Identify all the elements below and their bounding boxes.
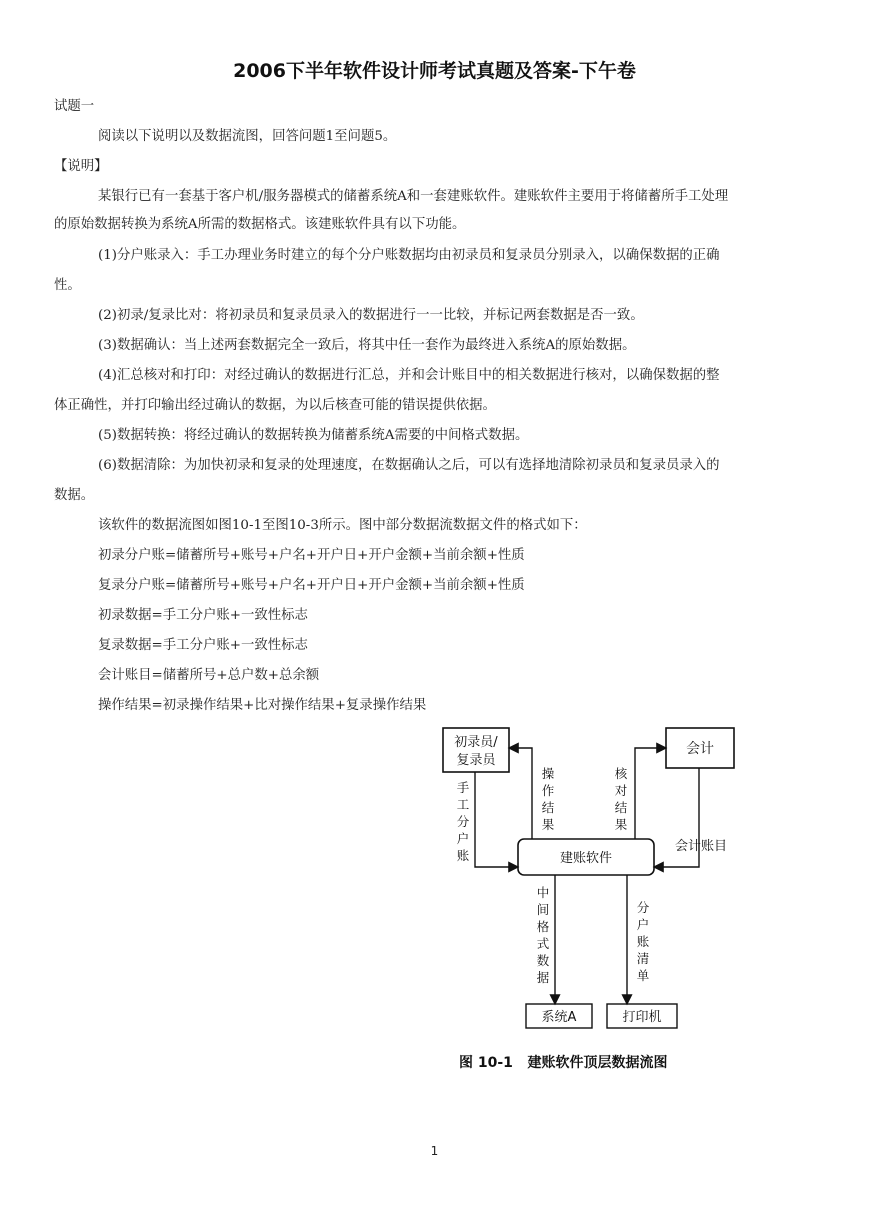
definition-4: 复录数据=手工分户账+一致性标志 <box>98 638 308 653</box>
svg-text:结: 结 <box>614 800 628 815</box>
definition-3: 初录数据=手工分户账+一致性标志 <box>98 608 308 623</box>
svg-text:工: 工 <box>456 797 470 812</box>
entity-system-a-label: 系统A <box>541 1010 577 1025</box>
entity-clerk-label-1: 初录员/ <box>454 735 498 750</box>
function-4b: 体正确性，并打印输出经过确认的数据，为以后核查可能的错误提供依据。 <box>54 398 496 413</box>
flow-accounts-label: 会计账目 <box>674 839 728 854</box>
svg-text:户: 户 <box>456 831 470 846</box>
function-1b: 性。 <box>54 278 81 293</box>
definition-2: 复录分户账=储蓄所号+账号+户名+开户日+开户金额+当前余额+性质 <box>98 578 525 593</box>
svg-text:果: 果 <box>614 817 628 832</box>
svg-text:账: 账 <box>456 848 470 863</box>
paragraph-2: 该软件的数据流图如图10-1至图10-3所示。图中部分数据流数据文件的格式如下： <box>98 518 587 533</box>
flow-op-result-label <box>542 766 555 832</box>
flow-ledger-list-label <box>637 900 650 983</box>
svg-text:单: 单 <box>636 968 650 983</box>
process-label: 建账软件 <box>559 851 613 866</box>
svg-text:数: 数 <box>536 953 550 968</box>
svg-text:账: 账 <box>636 934 650 949</box>
figure-caption: 图 10-1 建账软件顶层数据流图 <box>459 1055 668 1071</box>
entity-clerk-label-2: 复录员 <box>456 753 496 768</box>
intro-text: 阅读以下说明以及数据流图，回答问题1至问题5。 <box>98 129 397 144</box>
svg-text:操: 操 <box>541 766 555 781</box>
function-5: (5)数据转换：将经过确认的数据转换为储蓄系统A需要的中间格式数据。 <box>98 428 529 443</box>
svg-text:格: 格 <box>536 919 550 934</box>
function-2: (2)初录/复录比对：将初录员和复录员录入的数据进行一一比较，并标记两套数据是否一致。 <box>98 308 644 323</box>
svg-text:手: 手 <box>456 780 470 795</box>
svg-text:果: 果 <box>541 817 555 832</box>
section-heading: 试题一 <box>54 99 95 114</box>
page-title: 2006下半年软件设计师考试真题及答案-下午卷 <box>233 60 636 82</box>
function-6a: (6)数据清除：为加快初录和复录的处理速度，在数据确认之后，可以有选择地清除初录员和复录员录入的 <box>98 458 720 473</box>
definition-1: 初录分户账=储蓄所号+账号+户名+开户日+开户金额+当前余额+性质 <box>98 548 525 563</box>
page-number: 1 <box>430 1144 439 1158</box>
function-6b: 数据。 <box>54 488 95 503</box>
dfd-svg <box>437 722 747 1082</box>
flow-intermediate-label <box>537 885 550 985</box>
entity-accountant-label: 会计 <box>686 741 714 757</box>
svg-text:式: 式 <box>536 936 550 951</box>
definition-5: 会计账目=储蓄所号+总户数+总余额 <box>98 668 320 683</box>
svg-text:分: 分 <box>456 814 470 829</box>
svg-text:清: 清 <box>636 951 650 966</box>
flow-op-result-arrow <box>509 748 532 839</box>
svg-text:结: 结 <box>541 800 555 815</box>
svg-text:中: 中 <box>536 885 550 900</box>
paragraph-1b: 的原始数据转换为系统A所需的数据格式。该建账软件具有以下功能。 <box>54 217 466 232</box>
note-header: 【说明】 <box>54 159 108 174</box>
entity-printer-label: 打印机 <box>622 1010 662 1025</box>
flow-check-result-arrow <box>635 748 666 839</box>
data-flow-diagram <box>437 722 747 1082</box>
paragraph-1a: 某银行已有一套基于客户机/服务器模式的储蓄系统A和一套建账软件。建账软件主要用于将储蓄所手工处理 <box>98 189 729 204</box>
svg-text:据: 据 <box>536 970 550 985</box>
function-3: (3)数据确认：当上述两套数据完全一致后，将其中任一套作为最终进入系统A的原始数据。 <box>98 338 636 353</box>
function-4a: (4)汇总核对和打印：对经过确认的数据进行汇总，并和会计账目中的相关数据进行核对，以确保数据的整 <box>98 368 720 383</box>
flow-manual-ledger-arrow <box>475 772 518 867</box>
svg-text:核: 核 <box>614 766 628 781</box>
flow-manual-ledger-label <box>457 780 470 863</box>
svg-text:分: 分 <box>636 900 650 915</box>
function-1a: (1)分户账录入：手工办理业务时建立的每个分户账数据均由初录员和复录员分别录入，以确保数据的正确 <box>98 248 720 263</box>
svg-text:户: 户 <box>636 917 650 932</box>
svg-text:作: 作 <box>541 783 555 798</box>
flow-check-result-label <box>615 766 628 832</box>
svg-text:间: 间 <box>536 902 550 917</box>
definition-6: 操作结果=初录操作结果+比对操作结果+复录操作结果 <box>98 698 427 713</box>
svg-text:对: 对 <box>614 783 628 798</box>
